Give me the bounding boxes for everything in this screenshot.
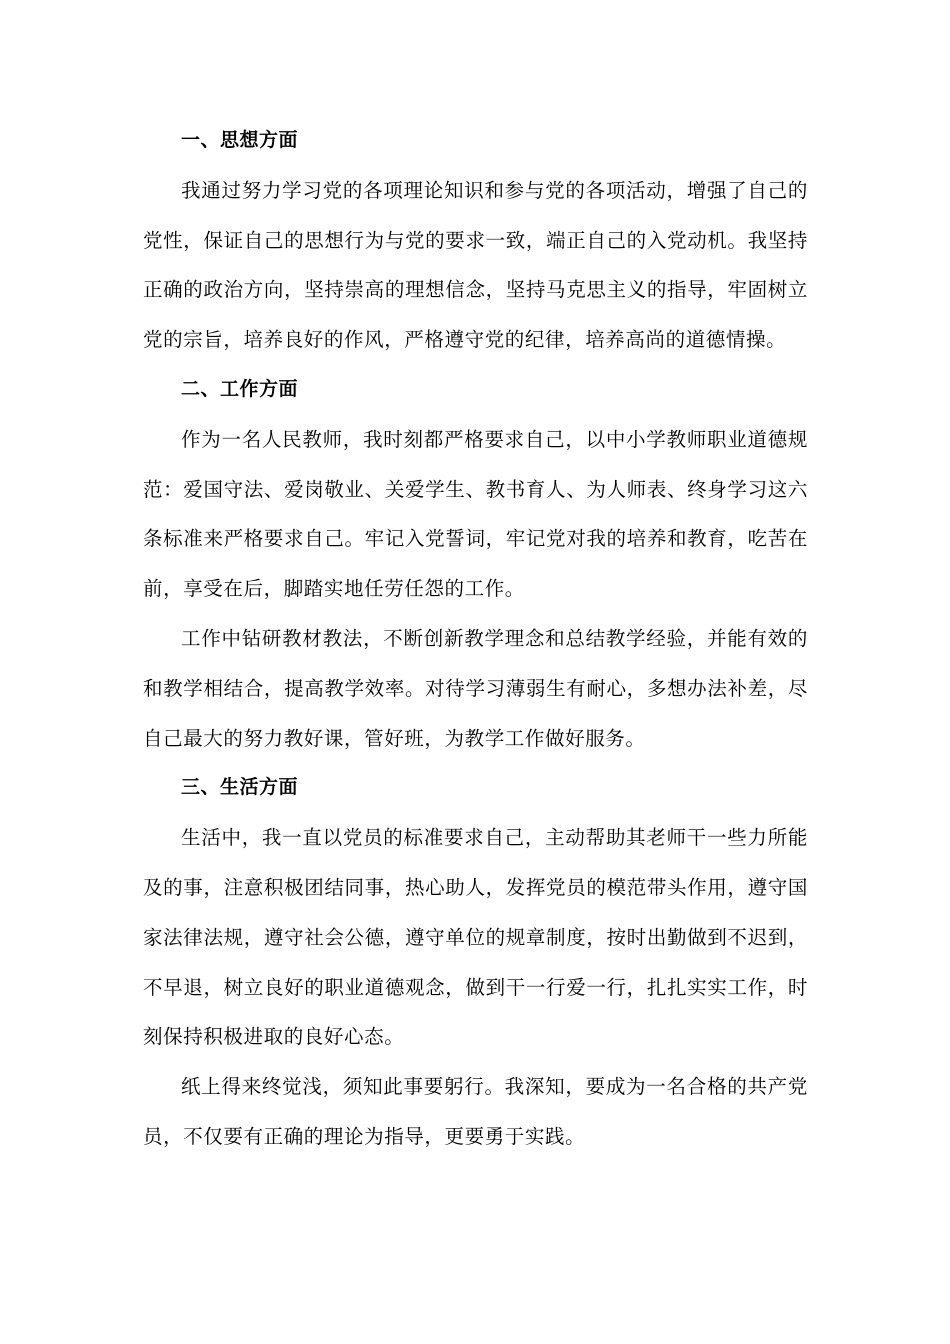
- section-heading-life: 三、生活方面: [181, 776, 299, 799]
- section-heading-work: 二、工作方面: [181, 377, 299, 400]
- section-heading-thought: 一、思想方面: [181, 129, 299, 151]
- document-body: [143, 116, 808, 1162]
- paragraph-thought: 我通过努力学习党的各项理论知识和参与党的各项活动，增强了自己的党性，保证自己的思想行为与党的要求一致，端正自己的入党动机。我坚持正确的政治方向，坚持崇高的理想信念，坚持马克思主义的指导，牢固树立党的宗旨，培养良好的作风，严格遵守党的纪律，培养高尚的道德情操。: [143, 178, 808, 352]
- paragraph-life-1: 生活中，我一直以党员的标准要求自己，主动帮助其老师干一些力所能及的事，注意积极团结同事，热心助人，发挥党员的模范带头作用，遵守国家法律法规，遵守社会公德，遵守单位的规章制度，按时出勤做到不迟到，不早退，树立良好的职业道德观念，做到干一行爱一行，扎扎实实工作，时刻保持积极进取的良好心态。: [143, 826, 808, 1049]
- paragraph-life-2: 纸上得来终觉浅，须知此事要躬行。我深知，要成为一名合格的共产党员，不仅要有正确的理论为指导，更要勇于实践。: [143, 1075, 808, 1148]
- paragraph-work-1: 作为一名人民教师，我时刻都严格要求自己，以中小学教师职业道德规范：爱国守法、爱岗敬业、关爱学生、教书育人、为人师表、终身学习这六条标准来严格要求自己。牢记入党誓词，牢记党对我的培养和教育，吃苦在前，享受在后，脚踏实地任劳任怨的工作。: [143, 427, 808, 601]
- paragraph-work-2: 工作中钻研教材教法，不断创新教学理念和总结教学经验，并能有效的和教学相结合，提高教学效率。对待学习薄弱生有耐心，多想办法补差，尽自己最大的努力教好课，管好班，为教学工作做好服务。: [143, 626, 808, 750]
